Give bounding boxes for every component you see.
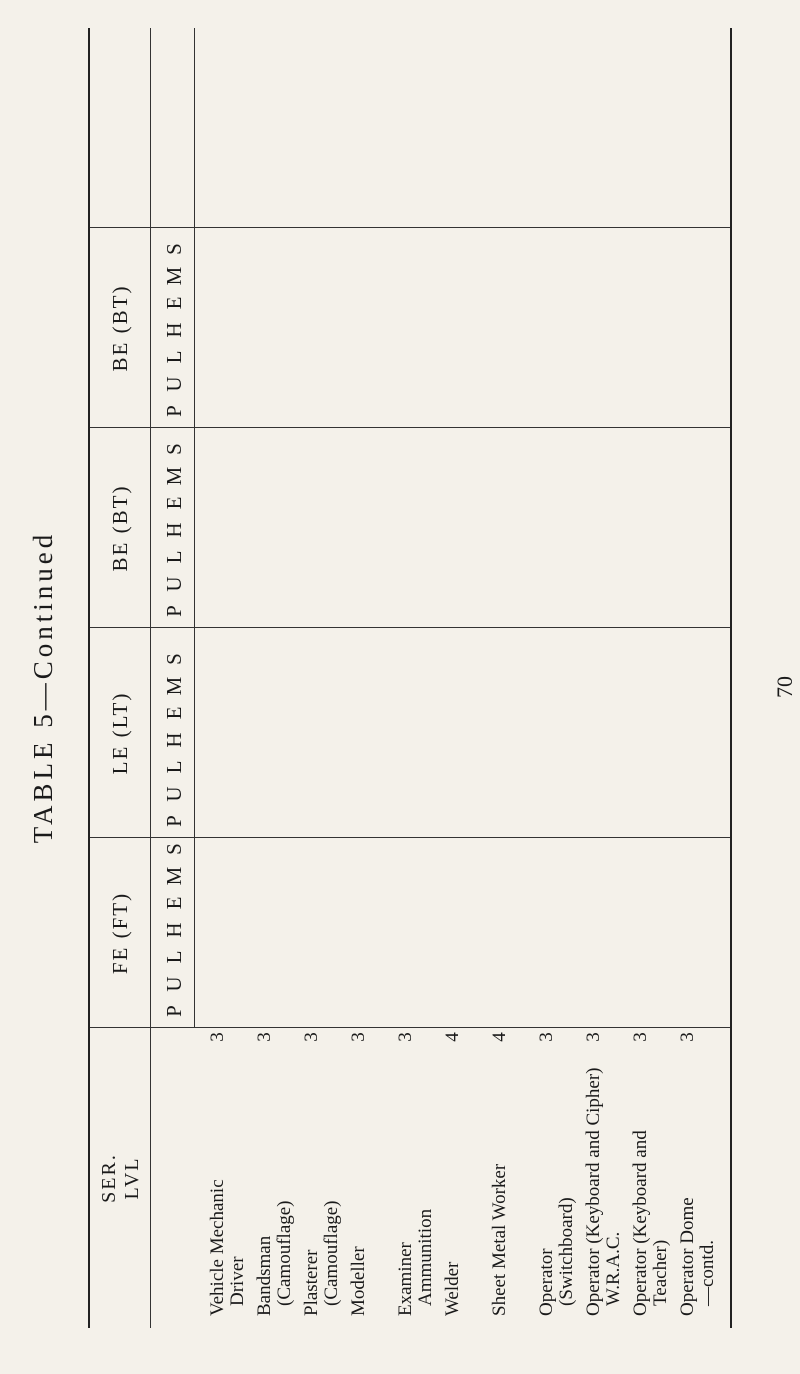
column-letter: S [162, 842, 186, 855]
column-letter: M [162, 675, 186, 696]
row-label-text: Sheet Metal Worker [489, 1163, 510, 1316]
stub-header [98, 1028, 144, 1328]
column-letter: S [162, 242, 186, 255]
column-letter: E [162, 705, 186, 720]
column-letter: U [162, 375, 186, 392]
row-label-sub: W.R.A.C. [602, 1231, 624, 1306]
row-label-text: Operator [536, 1248, 557, 1316]
row-label-sub: Driver [226, 1256, 248, 1306]
column-letter: P [162, 604, 186, 617]
column-letter: E [162, 495, 186, 510]
column-letter: U [162, 975, 186, 992]
row-label-sub: (Camouflage) [273, 1200, 295, 1306]
stub-header-line1: SER. [98, 1153, 120, 1203]
row-label [537, 1031, 577, 1316]
column-letter: P [162, 814, 186, 827]
row-label-text: Bandsman [254, 1235, 275, 1316]
row-label-sub: —contd. [696, 1240, 718, 1306]
group-title: FE (FT) [108, 891, 132, 975]
column-letter: L [162, 549, 186, 564]
column-letter: M [162, 265, 186, 286]
row-label-text: Operator (Keyboard and [630, 1130, 651, 1316]
row-label [396, 1031, 436, 1316]
row-label-text: Examiner [395, 1242, 416, 1316]
row-number: 3 [583, 1032, 604, 1042]
row-label-sub: Teacher) [649, 1239, 671, 1306]
page-number: 70 [772, 676, 797, 698]
row-label-text: Operator (Keyboard and Cipher) [583, 1067, 604, 1316]
row-label [678, 1031, 718, 1316]
column-letter: L [162, 949, 186, 964]
column-letter: H [162, 921, 186, 938]
column-letter: S [162, 652, 186, 665]
row-number: 3 [301, 1032, 322, 1042]
column-letter: U [162, 575, 186, 592]
row-number: 3 [630, 1032, 651, 1042]
row-label [490, 1031, 510, 1316]
column-letter: S [162, 442, 186, 455]
row-number: 3 [395, 1032, 416, 1042]
row-label [302, 1031, 342, 1316]
group-title: BE (BT) [108, 284, 132, 372]
group-divider [90, 627, 730, 628]
column-letter: U [162, 785, 186, 802]
row-number: 3 [536, 1032, 557, 1042]
row-label-text: Welder [442, 1261, 463, 1316]
column-letter: L [162, 759, 186, 774]
group-title: BE (BT) [108, 484, 132, 572]
row-label-text: Plasterer [301, 1249, 322, 1316]
row-label [255, 1031, 295, 1316]
table-title: TABLE 5—Continued [28, 530, 58, 844]
row-label-text: Modeller [348, 1246, 369, 1316]
row-label-sub: (Switchboard) [555, 1197, 577, 1306]
row-label [208, 1031, 248, 1316]
row-label-text: Operator Dome [677, 1197, 698, 1316]
column-letter: L [162, 349, 186, 364]
row-label [443, 1031, 463, 1316]
column-letter: P [162, 1004, 186, 1017]
column-letter: H [162, 321, 186, 338]
data-table [88, 28, 732, 1328]
subheader-rule [194, 28, 195, 1028]
group-title: LE (LT) [108, 691, 132, 775]
column-letter: H [162, 731, 186, 748]
row-number: 3 [348, 1032, 369, 1042]
row-number: 3 [254, 1032, 275, 1042]
header-rule [150, 28, 151, 1328]
row-label [349, 1031, 369, 1316]
row-label-text: Vehicle Mechanic [207, 1179, 228, 1316]
column-letter: M [162, 465, 186, 486]
row-label-sub: Ammunition [414, 1208, 436, 1306]
column-letter: M [162, 865, 186, 886]
row-label-sub: (Camouflage) [320, 1200, 342, 1306]
row-number: 3 [207, 1032, 228, 1042]
row-number: 4 [489, 1032, 510, 1042]
column-letter: E [162, 895, 186, 910]
row-label [631, 1031, 671, 1316]
group-divider [90, 227, 730, 228]
column-letter: H [162, 521, 186, 538]
group-divider [90, 427, 730, 428]
row-label [584, 1031, 624, 1316]
row-number: 4 [442, 1032, 463, 1042]
row-number: 3 [677, 1032, 698, 1042]
column-letter: E [162, 295, 186, 310]
column-letter: P [162, 404, 186, 417]
stub-header-line2: LVL [121, 1156, 143, 1200]
